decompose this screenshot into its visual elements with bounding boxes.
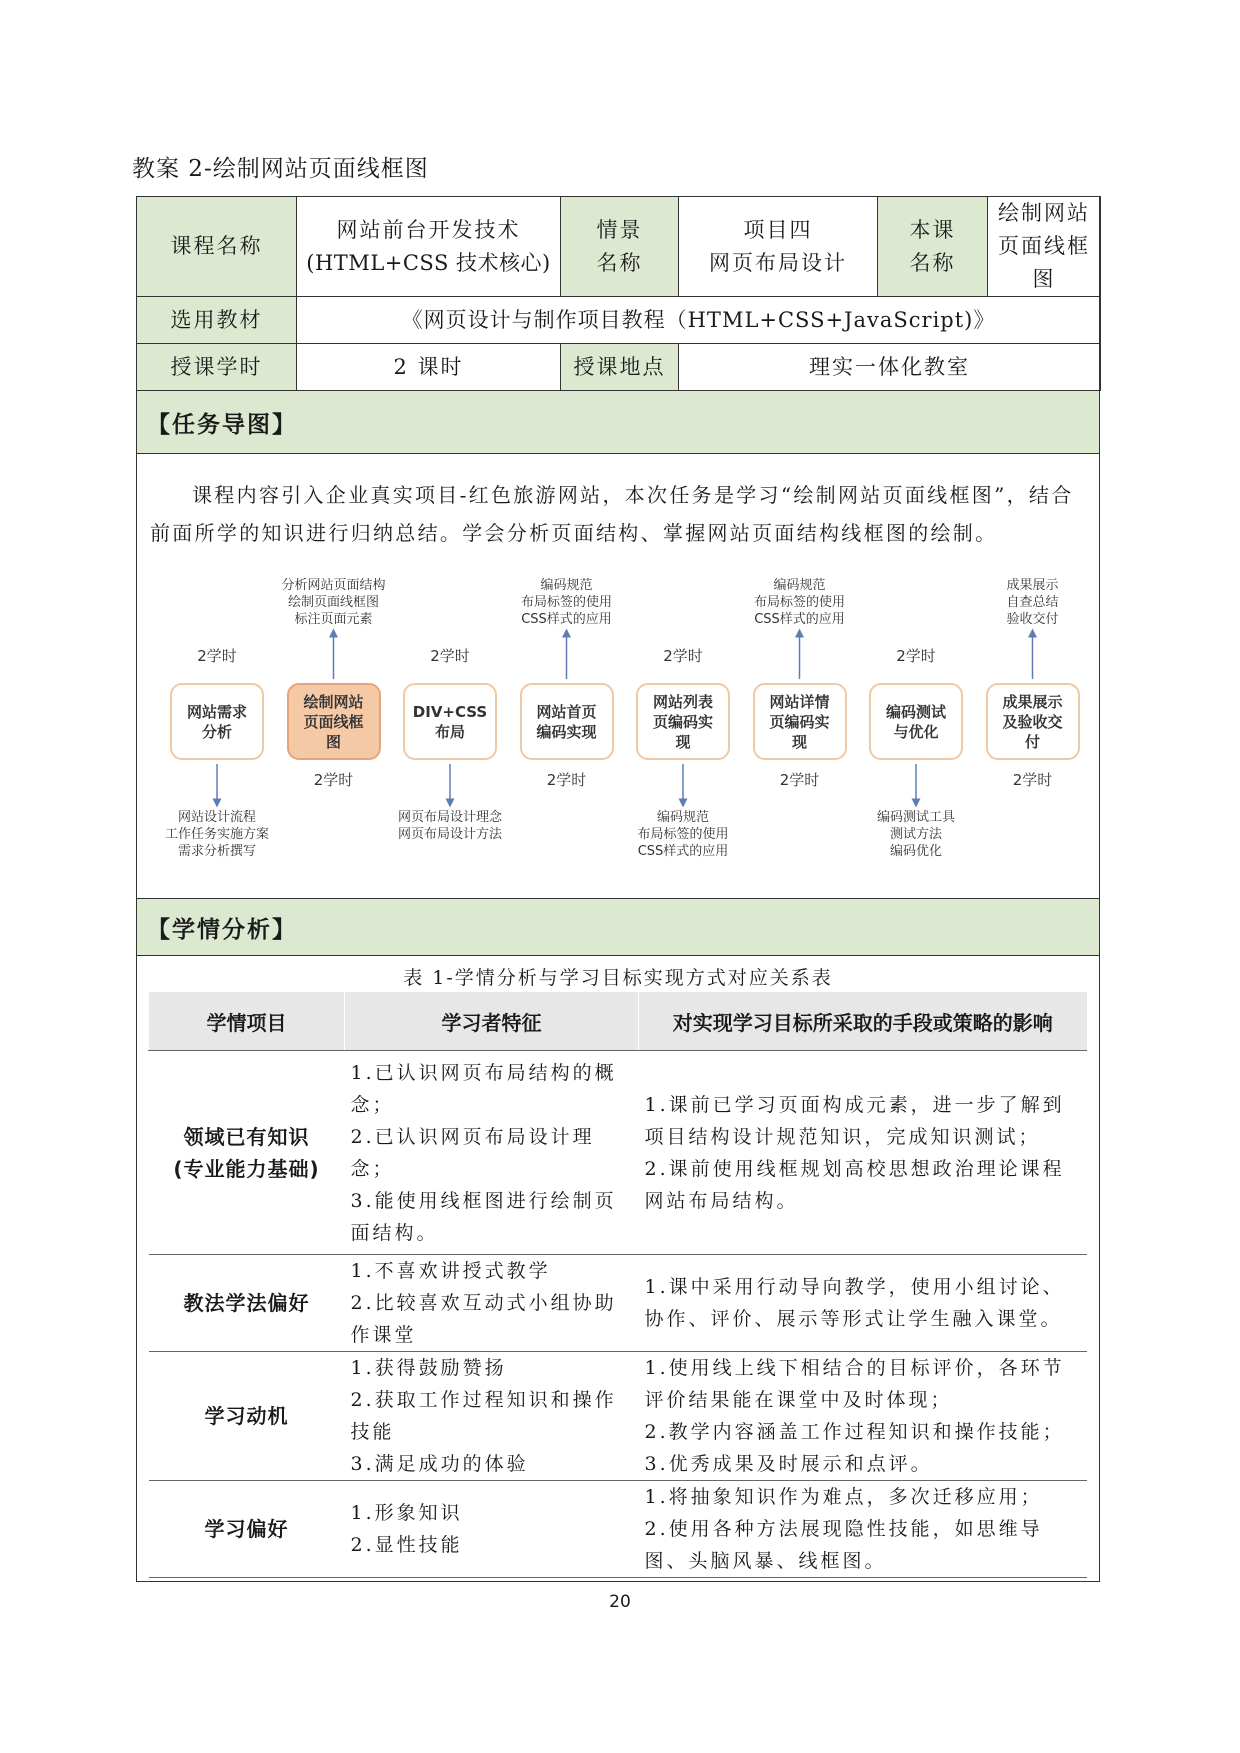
study-strategy-line: 3.优秀成果及时展示和点评。: [644, 1453, 933, 1475]
study-strategy-line: 2.课前使用线框规划高校思想政治理论课程网站布局结构。: [644, 1157, 1065, 1212]
study-traits: [345, 1481, 639, 1578]
study-traits-line: 1.形象知识: [350, 1502, 463, 1524]
study-traits: [345, 1352, 639, 1481]
textbook-value: 《网页设计与制作项目教程（HTML+CSS+JavaScript)》: [297, 297, 1101, 344]
header-item: 学情项目: [149, 992, 345, 1051]
study-strategy-line: 2.教学内容涵盖工作过程知识和操作技能；: [644, 1421, 1065, 1443]
flow-step-hours: 2学时: [430, 647, 470, 665]
flow-step-note: 网站设计流程 工作任务实施方案 需求分析撰写: [164, 810, 269, 859]
study-traits-line: 2.获取工作过程知识和操作技能: [350, 1389, 617, 1443]
header-strategy: 对实现学习目标所采取的手段或策略的影响: [639, 992, 1087, 1051]
place-label: 授课地点: [561, 344, 679, 391]
flow-step-hours: 2学时: [197, 647, 237, 665]
place-value: 理实一体化教室: [679, 344, 1101, 391]
study-strategy: [639, 1255, 1087, 1352]
flow-step: 编码测试与优化: [869, 683, 963, 760]
flow-step: 网站需求分析: [170, 683, 264, 760]
course-info-table: [136, 196, 1101, 391]
study-traits: [345, 1051, 639, 1255]
study-traits-line: 1.已认识网页布局结构的概念；: [350, 1061, 617, 1116]
flow-step-note: 编码测试工具 测试方法 编码优化: [876, 810, 955, 859]
study-table-caption: 表 1-学情分析与学习目标实现方式对应关系表: [403, 967, 833, 989]
study-traits-line: 1.不喜欢讲授式教学: [350, 1260, 551, 1282]
flow-step: 网站详情页编码实现: [753, 683, 847, 760]
study-analysis-table: [148, 992, 1087, 1578]
study-row: [149, 1352, 1087, 1481]
flow-step: DIV+CSS布局: [403, 683, 497, 760]
flow-step-hours: 2学时: [896, 647, 936, 665]
study-strategy-line: 1.课前已学习页面构成元素，进一步了解到项目结构设计规范知识，完成知识测试；: [644, 1093, 1065, 1148]
flow-step-hours: 2学时: [313, 771, 354, 789]
hours-value: 2 课时: [297, 344, 561, 391]
lesson-value: 绘制网站 页面线框 图: [988, 197, 1101, 297]
study-item: [149, 1481, 345, 1578]
flow-step: 成果展示及验收交付: [986, 683, 1080, 760]
lesson-label: 本课 名称: [878, 197, 988, 297]
study-item-line: 学习偏好: [204, 1517, 289, 1541]
textbook-label: 选用教材: [137, 297, 297, 344]
study-strategy: [639, 1481, 1087, 1578]
page-number: 20: [609, 1592, 631, 1612]
study-item-line: (专业能力基础): [173, 1156, 320, 1181]
flow-step-hours: 2学时: [663, 647, 703, 665]
study-item-line: 领域已有知识: [183, 1124, 310, 1149]
flow-step: 网站首页编码实现: [520, 683, 614, 760]
header-traits: 学习者特征: [345, 992, 639, 1051]
study-heading: 【学情分析】: [137, 898, 1099, 956]
task-map-heading: 【任务导图】: [137, 390, 1099, 454]
study-traits-line: 2.已认识网页布局设计理念；: [350, 1125, 595, 1180]
study-traits-line: 3.能使用线框图进行绘制页面结构。: [350, 1189, 617, 1244]
study-strategy-line: 1.将抽象知识作为难点，多次迁移应用；: [644, 1486, 1043, 1508]
study-item: [149, 1255, 345, 1352]
course-name-value: 网站前台开发技术 (HTML+CSS 技术核心): [297, 197, 561, 297]
flow-step-note: 编码规范 布局标签的使用 CSS样式的应用: [753, 578, 845, 627]
task-intro: 课程内容引入企业真实项目-红色旅游网站，本次任务是学习“绘制网站页面线框图”，结合前面所学的知识进行归纳总结。学会分析页面结构、掌握网站页面结构线框图的绘制。: [150, 483, 1074, 545]
study-traits-line: 2.比较喜欢互动式小组协助作课堂: [350, 1292, 617, 1346]
study-item-line: 学习动机: [204, 1404, 289, 1428]
course-name-label: 课程名称: [137, 197, 297, 297]
flow-step-note: 编码规范 布局标签的使用 CSS样式的应用: [637, 810, 729, 859]
flow-step-hours: 2学时: [779, 771, 820, 789]
flow-step: 绘制网站页面线框图: [287, 683, 381, 760]
flow-step-hours: 2学时: [546, 771, 587, 789]
study-strategy-line: 1.课中采用行动导向教学，使用小组讨论、协作、评价、展示等形式让学生融入课堂。: [644, 1276, 1065, 1330]
study-strategy: [639, 1051, 1087, 1255]
study-row: [149, 1051, 1087, 1255]
study-row: [149, 1255, 1087, 1352]
study-strategy-line: 1.使用线上线下相结合的目标评价，各环节评价结果能在课堂中及时体现；: [644, 1357, 1065, 1411]
hours-label: 授课学时: [137, 344, 297, 391]
study-row: [149, 1481, 1087, 1578]
flow-step: 网站列表页编码实现: [636, 683, 730, 760]
scene-label: 情景 名称: [561, 197, 679, 297]
flow-step-note: 网页布局设计理念 网页布局设计方法: [397, 810, 502, 842]
study-traits-line: 3.满足成功的体验: [350, 1453, 529, 1475]
study-item: [149, 1051, 345, 1255]
flow-step-hours: 2学时: [1012, 771, 1053, 789]
flow-step-note: 编码规范 布局标签的使用 CSS样式的应用: [520, 578, 612, 627]
document-title: 教案 2-绘制网站页面线框图: [132, 156, 429, 182]
flow-step-note: 成果展示 自查总结 验收交付: [1006, 578, 1059, 627]
study-item: [149, 1352, 345, 1481]
task-flow-diagram: [150, 577, 1090, 877]
study-traits: [345, 1255, 639, 1352]
study-item-line: 教法学法偏好: [183, 1291, 310, 1315]
study-strategy: [639, 1352, 1087, 1481]
study-strategy-line: 2.使用各种方法展现隐性技能，如思维导图、头脑风暴、线框图。: [644, 1518, 1043, 1572]
flow-step-note: 分析网站页面结构 绘制页面线框图 标注页面元素: [281, 578, 386, 627]
study-traits-line: 1.获得鼓励赞扬: [350, 1357, 507, 1379]
study-traits-line: 2.显性技能: [350, 1534, 463, 1556]
scene-value: 项目四 网页布局设计: [679, 197, 878, 297]
